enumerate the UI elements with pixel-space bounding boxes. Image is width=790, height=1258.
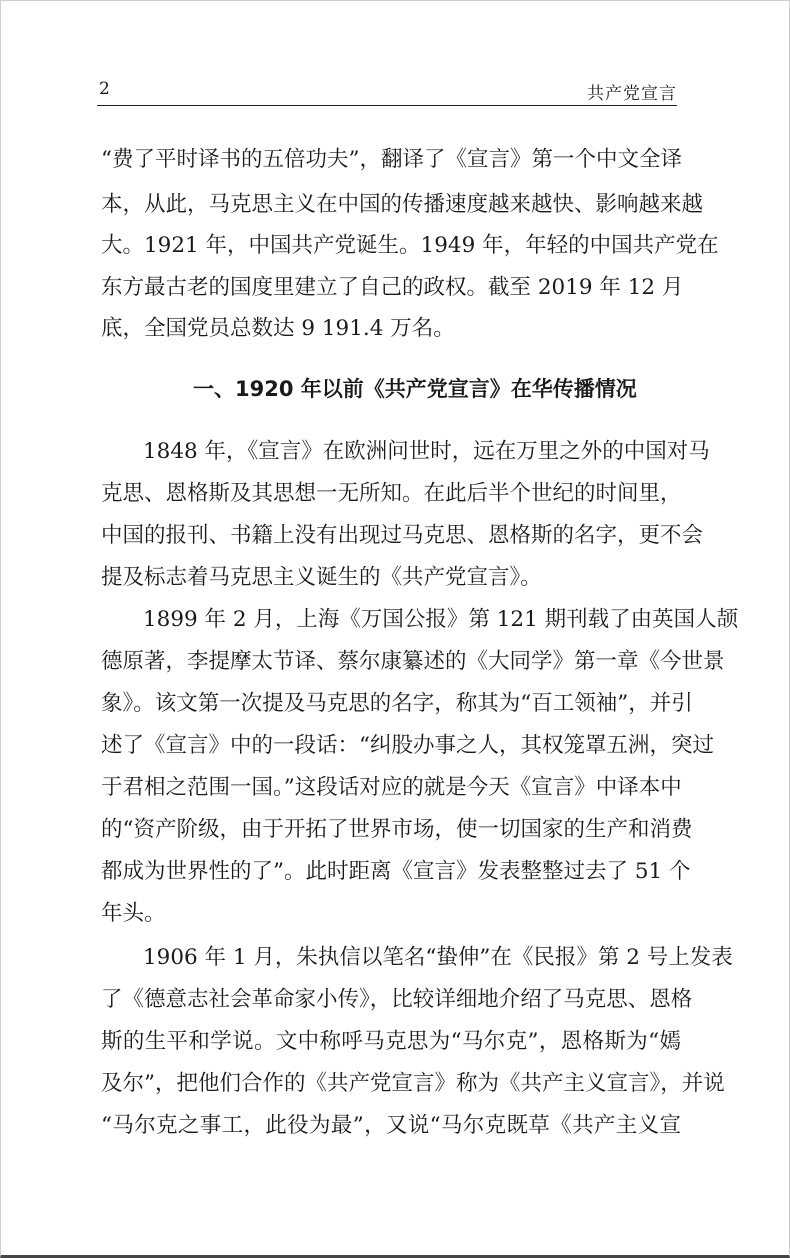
running-header [97, 75, 677, 106]
text-line: 1848 年，《宣言》在欧洲问世时，远在万里之外的中国对马 [143, 439, 710, 464]
text-line: “马尔克之事工，此役为最”，又说“马尔克既草《共产主义宣 [101, 1113, 681, 1138]
text-line: 提及标志着马克思主义诞生的《共产党宣言》。 [101, 565, 542, 590]
text-line: “费了平时译书的五倍功夫”，翻译了《宣言》第一个中文全译 [101, 147, 682, 172]
text-line: 的“资产阶级，由于开拓了世界市场，使一切国家的生产和消费 [101, 817, 693, 842]
text-line: 克思、恩格斯及其思想一无所知。在此后半个世纪的时间里， [101, 481, 682, 506]
text-line: 1906 年 1 月，朱执信以笔名“蛰伸”在《民报》第 2 号上发表 [143, 945, 733, 970]
text-line: 底，全国党员总数达 9 191.4 万名。 [101, 316, 455, 341]
text-line: 年头。 [101, 901, 166, 926]
text-line: 象》。该文第一次提及马克思的名字，称其为“百工领袖”，并引 [101, 691, 693, 716]
text-line: 东方最古老的国度里建立了自己的政权。截至 2019 年 12 月 [101, 275, 684, 300]
text-line: 及尔”，把他们合作的《共产党宣言》称为《共产主义宣言》，并说 [101, 1071, 725, 1096]
text-line: 本，从此，马克思主义在中国的传播速度越来越快、影响越来越 [101, 192, 704, 217]
text-line: 都成为世界性的了”。此时距离《宣言》发表整整过去了 51 个 [101, 859, 691, 884]
running-title: 共产党宣言 [587, 84, 677, 104]
text-line: 德原著，李提摩太节译、蔡尔康纂述的《大同学》第一章《今世景 [101, 649, 725, 674]
text-line: 了《德意志社会革命家小传》，比较详细地介绍了马克思、恩格 [101, 987, 693, 1012]
text-line: 大。1921 年，中国共产党诞生。1949 年，年轻的中国共产党在 [101, 233, 719, 258]
text-line: 斯的生平和学说。文中称呼马克思为“马尔克”，恩格斯为“嫣 [101, 1029, 681, 1054]
text-line: 1899 年 2 月，上海《万国公报》第 121 期刊载了由英国人颉 [143, 607, 739, 632]
page-number: 2 [99, 79, 110, 99]
text-line: 中国的报刊、书籍上没有出现过马克思、恩格斯的名字，更不会 [101, 523, 704, 548]
section-heading: 一、1920 年以前《共产党宣言》在华传播情况 [193, 377, 637, 401]
text-line: 于君相之范围一国。”这段话对应的就是今天《宣言》中译本中 [101, 775, 682, 800]
text-line: 述了《宣言》中的一段话：“纠股办事之人，其权笼罩五洲，突过 [101, 733, 714, 758]
